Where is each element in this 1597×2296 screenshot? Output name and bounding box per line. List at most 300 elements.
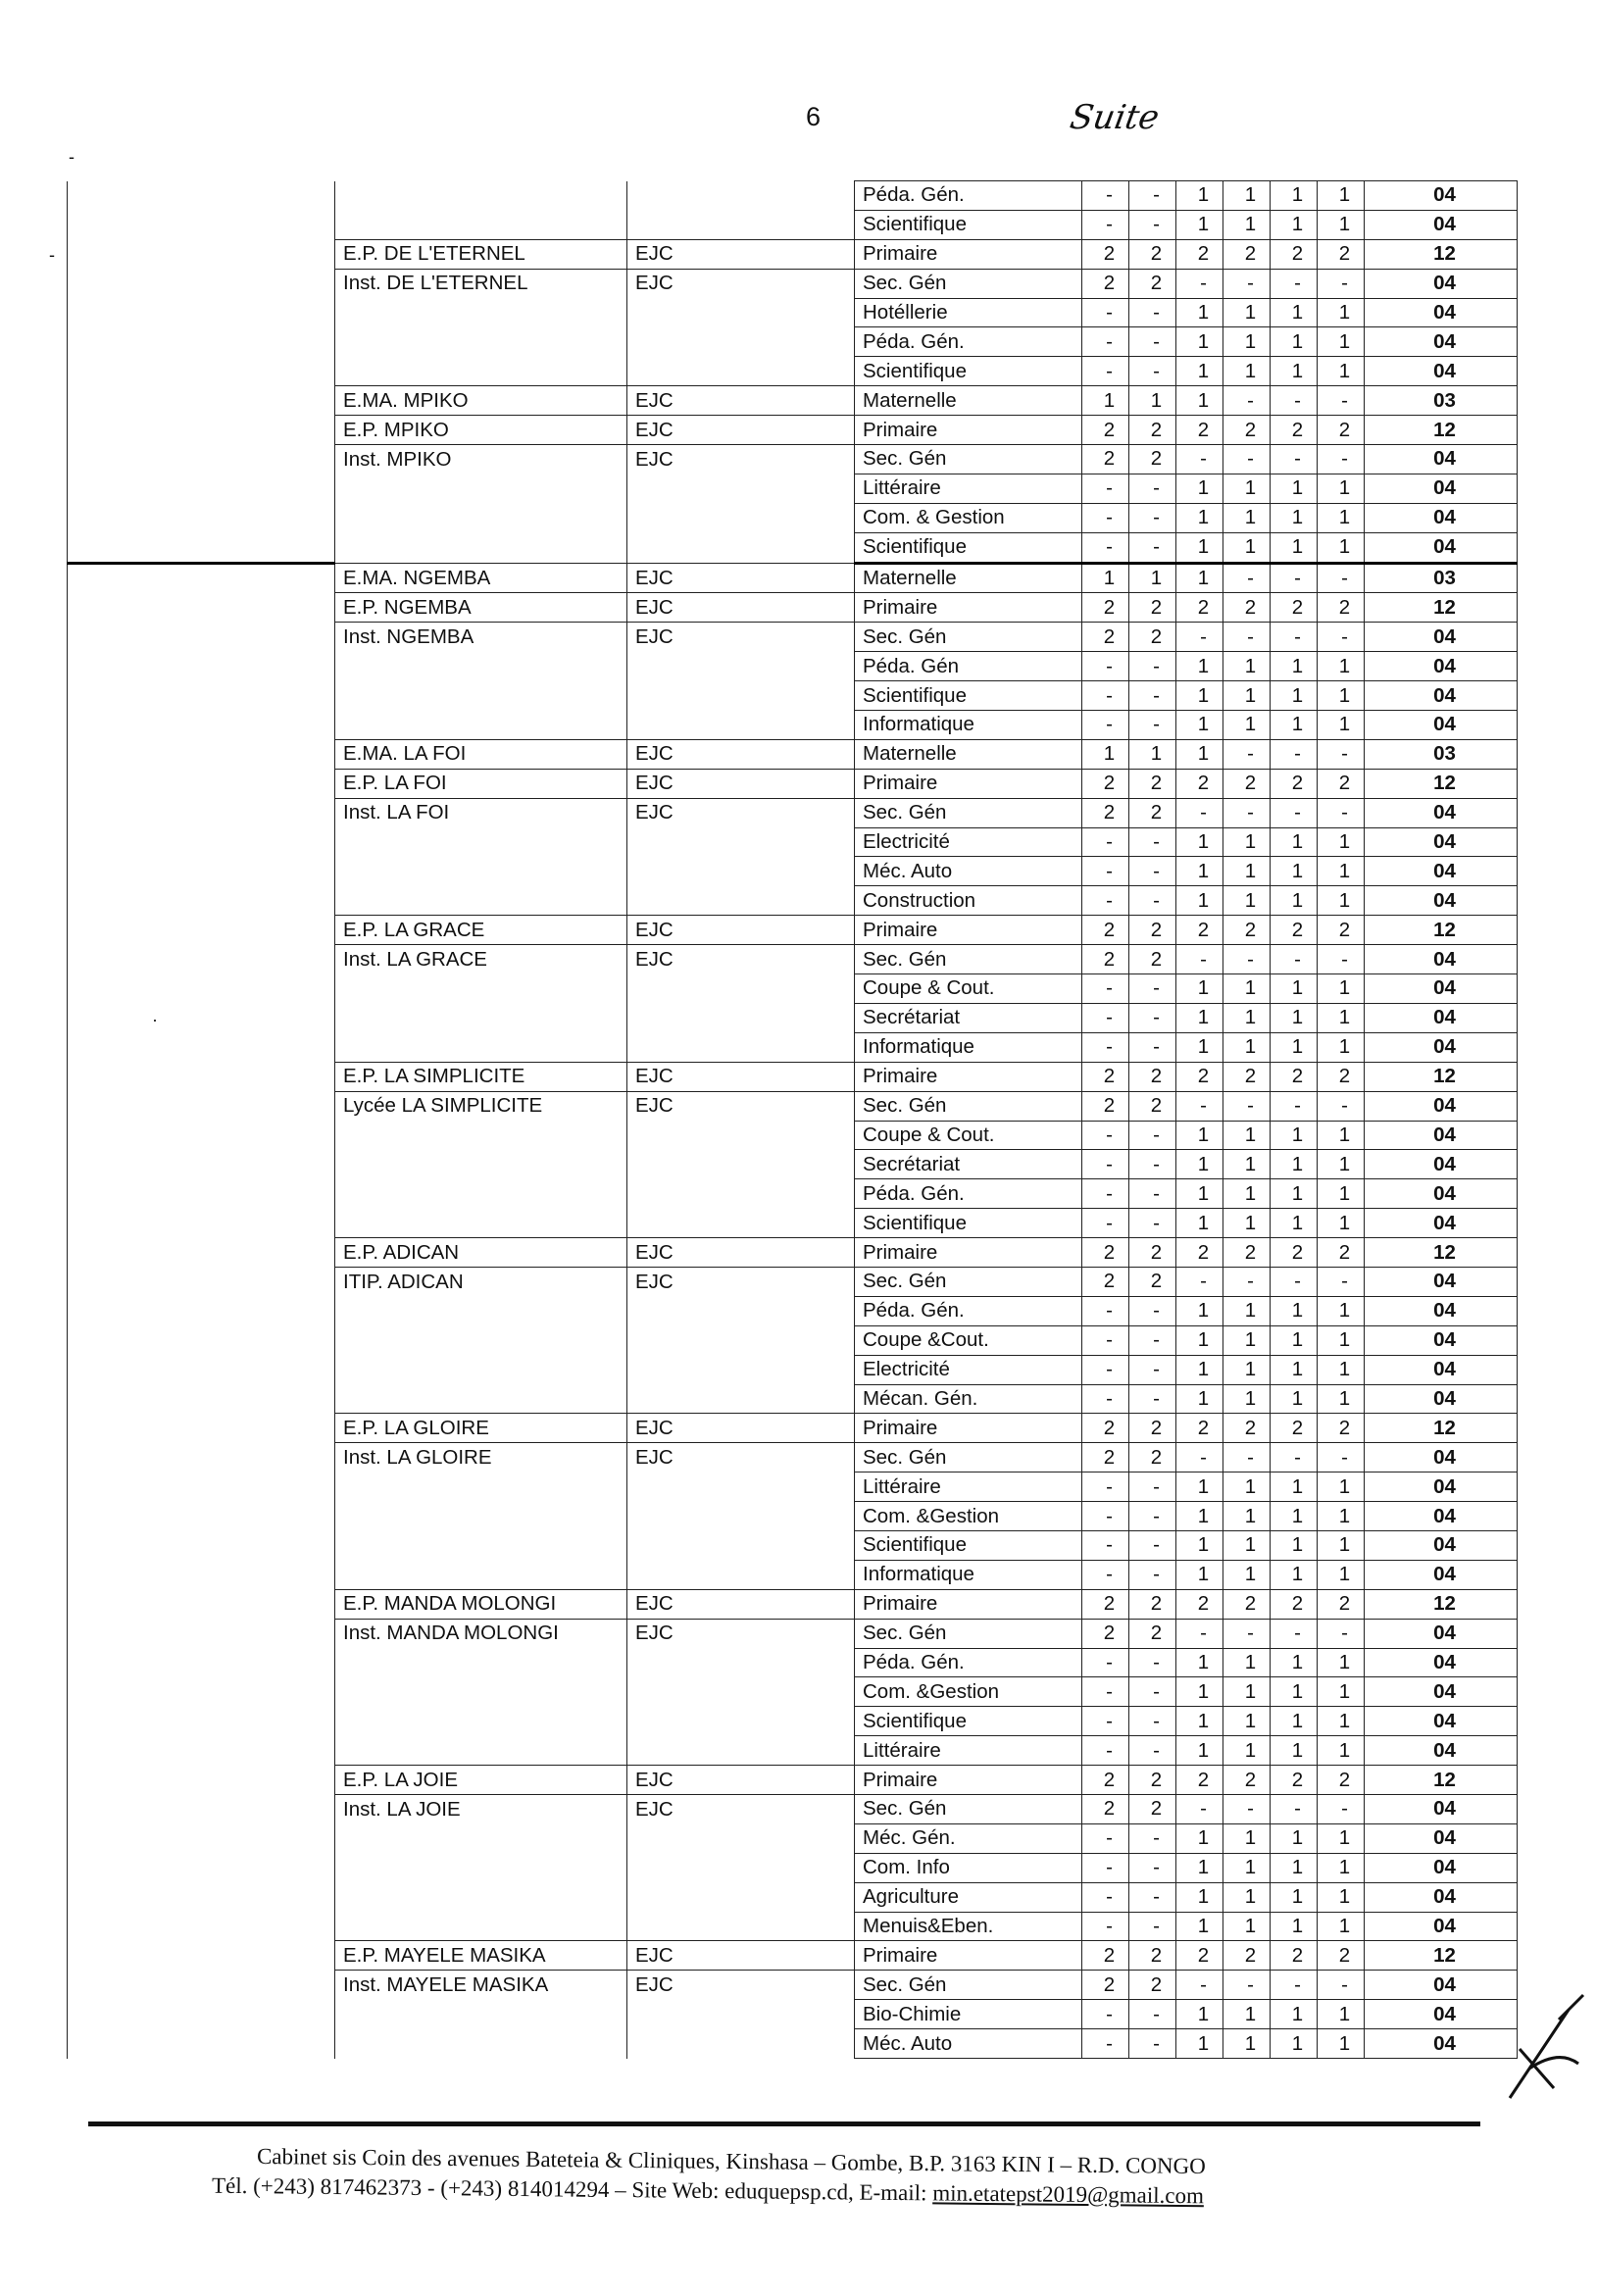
count-cell: 1 [1271,298,1318,327]
region-cell [68,532,335,563]
count-cell: 1 [1176,974,1223,1004]
count-cell: 1 [1223,1853,1271,1882]
count-cell: 1 [1176,1150,1223,1179]
count-cell: - [1271,1619,1318,1648]
regime-cell: EJC [627,1589,855,1619]
school-cell: E.P. NGEMBA [335,593,627,623]
count-cell: 1 [1223,181,1271,211]
total-cell: 04 [1365,1677,1518,1707]
count-cell: 2 [1082,1443,1129,1472]
count-cell: 1 [1223,2029,1271,2059]
school-cell [335,1003,627,1032]
total-cell: 12 [1365,416,1518,445]
count-cell: 2 [1271,1766,1318,1795]
count-cell: 2 [1223,1589,1271,1619]
count-cell: 2 [1176,1589,1223,1619]
table-row [68,386,1518,416]
count-cell: 1 [1271,2029,1318,2059]
school-cell [335,1823,627,1853]
region-cell [68,652,335,681]
count-cell: - [1082,974,1129,1004]
count-cell: 2 [1271,1414,1318,1443]
table-row [68,886,1518,916]
count-cell: 1 [1176,474,1223,503]
count-cell: - [1129,857,1176,886]
count-cell: - [1082,1121,1129,1150]
count-cell: 2 [1129,1766,1176,1795]
count-cell: - [1129,298,1176,327]
count-cell: 1 [1176,503,1223,532]
regime-cell: EJC [627,593,855,623]
count-cell: 1 [1176,1736,1223,1766]
count-cell: - [1082,1325,1129,1355]
count-cell: 2 [1176,1238,1223,1268]
count-cell: 1 [1176,1502,1223,1531]
count-cell: - [1223,623,1271,652]
count-cell: - [1129,1121,1176,1150]
section-cell: Sec. Gén [855,945,1082,974]
school-cell: Inst. MPIKO [335,445,627,474]
section-cell: Primaire [855,1941,1082,1971]
count-cell: 1 [1318,181,1365,211]
section-cell: Péda. Gén. [855,327,1082,357]
count-cell: 2 [1176,1941,1223,1971]
count-cell: 1 [1223,1003,1271,1032]
count-cell: 1 [1271,181,1318,211]
region-cell [68,1941,335,1971]
count-cell: 2 [1176,416,1223,445]
total-cell: 04 [1365,532,1518,563]
count-cell: - [1223,386,1271,416]
count-cell: 1 [1318,1736,1365,1766]
count-cell: - [1176,1971,1223,2000]
region-cell [68,1003,335,1032]
count-cell: 1 [1223,1150,1271,1179]
regime-cell [627,1648,855,1677]
section-cell: Scientifique [855,681,1082,711]
school-cell [335,2000,627,2029]
section-cell: Electricité [855,827,1082,857]
school-cell: E.P. LA GLOIRE [335,1414,627,1443]
region-cell [68,945,335,974]
count-cell: - [1129,503,1176,532]
section-cell: Péda. Gén. [855,1648,1082,1677]
count-cell: 1 [1176,827,1223,857]
count-cell: 2 [1082,239,1129,269]
count-cell: - [1082,1179,1129,1209]
regime-cell [627,1325,855,1355]
count-cell: 1 [1318,298,1365,327]
total-cell: 04 [1365,1003,1518,1032]
count-cell: 1 [1176,181,1223,211]
regime-cell [627,711,855,740]
regime-cell: EJC [627,1941,855,1971]
section-cell: Sec. Gén [855,1267,1082,1296]
school-cell: E.P. MANDA MOLONGI [335,1589,627,1619]
count-cell: - [1129,1912,1176,1941]
section-cell: Secrétariat [855,1150,1082,1179]
count-cell: - [1082,1677,1129,1707]
count-cell: 1 [1271,357,1318,386]
count-cell: 1 [1082,563,1129,593]
region-cell [68,1062,335,1091]
regime-cell [627,1882,855,1912]
count-cell: - [1129,1736,1176,1766]
count-cell: - [1176,269,1223,298]
count-cell: 1 [1176,1912,1223,1941]
total-cell: 12 [1365,916,1518,945]
school-cell [335,857,627,886]
count-cell: 1 [1223,1648,1271,1677]
count-cell: 1 [1271,1150,1318,1179]
regime-cell [627,210,855,239]
total-cell: 04 [1365,503,1518,532]
count-cell: 1 [1176,357,1223,386]
school-cell [335,1882,627,1912]
region-cell [68,769,335,798]
region-cell [68,210,335,239]
count-cell: 1 [1223,1502,1271,1531]
count-cell: 1 [1176,1648,1223,1677]
count-cell: 1 [1223,298,1271,327]
region-cell [68,1443,335,1472]
section-cell: Bio-Chimie [855,2000,1082,2029]
count-cell: 1 [1271,1736,1318,1766]
region-cell [68,2029,335,2059]
count-cell: 2 [1129,1971,1176,2000]
section-cell: Scientifique [855,532,1082,563]
count-cell: - [1082,652,1129,681]
total-cell: 04 [1365,1032,1518,1062]
count-cell: 1 [1223,1560,1271,1589]
count-cell: 1 [1223,711,1271,740]
count-cell: 1 [1223,1121,1271,1150]
total-cell: 04 [1365,1619,1518,1648]
table-row [68,1414,1518,1443]
count-cell: 1 [1271,1530,1318,1560]
count-cell: 2 [1082,445,1129,474]
margin-tick: - [69,147,75,167]
count-cell: 2 [1129,945,1176,974]
total-cell: 12 [1365,1766,1518,1795]
count-cell: - [1318,1971,1365,2000]
count-cell: 1 [1271,1707,1318,1736]
regime-cell [627,1502,855,1531]
table-row [68,2029,1518,2059]
total-cell: 03 [1365,563,1518,593]
count-cell: 2 [1129,769,1176,798]
region-cell [68,681,335,711]
total-cell: 04 [1365,445,1518,474]
count-cell: 2 [1318,416,1365,445]
count-cell: 1 [1176,1530,1223,1560]
count-cell: 1 [1271,681,1318,711]
count-cell: - [1129,1853,1176,1882]
count-cell: 1 [1318,1530,1365,1560]
total-cell: 04 [1365,1472,1518,1502]
count-cell: - [1129,1179,1176,1209]
count-cell: 1 [1176,1121,1223,1150]
count-cell: 1 [1223,1472,1271,1502]
count-cell: 1 [1318,1032,1365,1062]
count-cell: 1 [1271,1296,1318,1325]
total-cell: 04 [1365,1502,1518,1531]
count-cell: 1 [1223,1355,1271,1384]
table-row [68,1648,1518,1677]
count-cell: 1 [1082,386,1129,416]
region-cell [68,1677,335,1707]
school-cell [335,1502,627,1531]
section-cell: Péda. Gén. [855,1296,1082,1325]
table-row [68,1794,1518,1823]
count-cell: 2 [1318,1589,1365,1619]
table-row [68,1677,1518,1707]
table-row [68,652,1518,681]
table-row [68,681,1518,711]
count-cell: - [1082,327,1129,357]
footer-email[interactable]: min.etatepst2019@gmail.com [932,2180,1205,2209]
region-cell [68,1882,335,1912]
table-row [68,1355,1518,1384]
total-cell: 04 [1365,1707,1518,1736]
regime-cell: EJC [627,1766,855,1795]
count-cell: 1 [1223,1296,1271,1325]
regime-cell: EJC [627,916,855,945]
count-cell: - [1223,739,1271,769]
count-cell: 2 [1176,1414,1223,1443]
count-cell: - [1082,1736,1129,1766]
count-cell: 2 [1271,1941,1318,1971]
count-cell: - [1271,386,1318,416]
school-cell: E.MA. NGEMBA [335,563,627,593]
count-cell: 2 [1223,769,1271,798]
count-cell: - [1318,1267,1365,1296]
table-row [68,532,1518,563]
footer-phones: Tél. (+243) 817462373 - (+243) 814014294 – Site Web: eduquepsp.cd, E-mail: [211,2172,933,2206]
section-cell: Primaire [855,769,1082,798]
count-cell: 1 [1271,1355,1318,1384]
count-cell: 1 [1176,563,1223,593]
table-row [68,1912,1518,1941]
count-cell: 1 [1223,681,1271,711]
count-cell: 2 [1318,1414,1365,1443]
count-cell: 1 [1271,1384,1318,1414]
count-cell: 2 [1318,1238,1365,1268]
count-cell: 2 [1129,1267,1176,1296]
count-cell: - [1318,445,1365,474]
count-cell: - [1129,1472,1176,1502]
section-cell: Littéraire [855,1736,1082,1766]
regime-cell [627,1121,855,1150]
section-cell: Com. Info [855,1853,1082,1882]
count-cell: 1 [1223,474,1271,503]
count-cell: - [1129,1560,1176,1589]
count-cell: - [1271,623,1318,652]
count-cell: 1 [1318,1823,1365,1853]
region-cell [68,269,335,298]
region-cell [68,916,335,945]
section-cell: Informatique [855,1560,1082,1589]
count-cell: - [1176,798,1223,827]
region-cell [68,1823,335,1853]
count-cell: 1 [1176,1325,1223,1355]
section-cell: Coupe & Cout. [855,974,1082,1004]
section-cell: Primaire [855,593,1082,623]
section-cell: Sec. Gén [855,1794,1082,1823]
school-cell [335,886,627,916]
section-cell: Méc. Gén. [855,1823,1082,1853]
school-cell: E.P. LA FOI [335,769,627,798]
table-row [68,1209,1518,1238]
count-cell: - [1082,532,1129,563]
table-row [68,974,1518,1004]
school-cell [335,2029,627,2059]
section-cell: Sec. Gén [855,445,1082,474]
count-cell: 2 [1082,1267,1129,1296]
school-cell [335,1530,627,1560]
count-cell: 2 [1082,769,1129,798]
count-cell: 1 [1176,652,1223,681]
region-cell [68,623,335,652]
count-cell: 1 [1318,827,1365,857]
count-cell: - [1082,298,1129,327]
school-cell [335,1384,627,1414]
count-cell: 2 [1129,239,1176,269]
count-cell: 1 [1176,1003,1223,1032]
region-cell [68,1648,335,1677]
regime-cell [627,1823,855,1853]
region-cell [68,1032,335,1062]
table-row [68,210,1518,239]
total-cell: 04 [1365,474,1518,503]
section-cell: Primaire [855,1062,1082,1091]
regime-cell: EJC [627,1062,855,1091]
section-cell: Primaire [855,1414,1082,1443]
regime-cell: EJC [627,1267,855,1296]
count-cell: 2 [1082,269,1129,298]
school-cell [335,974,627,1004]
region-cell [68,739,335,769]
regime-cell [627,357,855,386]
school-cell [335,1560,627,1589]
count-cell: 2 [1082,1238,1129,1268]
count-cell: 1 [1318,1355,1365,1384]
count-cell: 2 [1082,1589,1129,1619]
school-cell [335,1150,627,1179]
region-cell [68,1267,335,1296]
regime-cell [627,652,855,681]
count-cell: - [1129,1150,1176,1179]
count-cell: 2 [1318,769,1365,798]
count-cell: 1 [1271,974,1318,1004]
total-cell: 12 [1365,1589,1518,1619]
count-cell: - [1129,681,1176,711]
count-cell: 1 [1318,1209,1365,1238]
school-cell [335,1677,627,1707]
section-cell: Sec. Gén [855,1619,1082,1648]
count-cell: 1 [1223,327,1271,357]
count-cell: 2 [1223,1414,1271,1443]
count-cell: - [1176,445,1223,474]
school-cell: Inst. LA FOI [335,798,627,827]
count-cell: 1 [1271,503,1318,532]
count-cell: 1 [1271,1823,1318,1853]
count-cell: 1 [1318,2000,1365,2029]
count-cell: 1 [1176,1677,1223,1707]
total-cell: 04 [1365,2029,1518,2059]
school-cell [335,1707,627,1736]
school-cell: Inst. MAYELE MASIKA [335,1971,627,2000]
region-cell [68,1179,335,1209]
count-cell: - [1223,798,1271,827]
table-row [68,827,1518,857]
count-cell: 2 [1129,1794,1176,1823]
count-cell: - [1082,1150,1129,1179]
section-cell: Com. &Gestion [855,1677,1082,1707]
count-cell: 2 [1082,1941,1129,1971]
region-cell [68,1472,335,1502]
count-cell: 2 [1129,623,1176,652]
school-cell [335,1472,627,1502]
region-cell [68,1121,335,1150]
count-cell: 1 [1318,681,1365,711]
count-cell: 1 [1318,1384,1365,1414]
count-cell: 1 [1176,1823,1223,1853]
region-cell [68,445,335,474]
table-row [68,1766,1518,1795]
count-cell: 1 [1082,739,1129,769]
count-cell: 2 [1082,916,1129,945]
regime-cell [627,2000,855,2029]
table-row [68,1062,1518,1091]
total-cell: 04 [1365,1384,1518,1414]
table-row [68,181,1518,211]
school-cell [335,181,627,211]
count-cell: 2 [1129,269,1176,298]
regime-cell [627,1296,855,1325]
school-cell [335,503,627,532]
count-cell: 1 [1223,1707,1271,1736]
count-cell: - [1082,886,1129,916]
count-cell: - [1082,681,1129,711]
count-cell: - [1271,798,1318,827]
regime-cell: EJC [627,623,855,652]
total-cell: 12 [1365,1062,1518,1091]
count-cell: 1 [1318,327,1365,357]
total-cell: 04 [1365,1794,1518,1823]
count-cell: 1 [1318,1882,1365,1912]
regime-cell [627,1560,855,1589]
count-cell: - [1082,2029,1129,2059]
regime-cell [627,1032,855,1062]
count-cell: - [1176,1267,1223,1296]
school-cell [335,1736,627,1766]
count-cell: - [1082,1502,1129,1531]
count-cell: 1 [1271,327,1318,357]
count-cell: 1 [1176,1384,1223,1414]
table-row [68,1941,1518,1971]
count-cell: 1 [1176,886,1223,916]
count-cell: 2 [1318,916,1365,945]
count-cell: 1 [1271,1853,1318,1882]
count-cell: 1 [1176,1355,1223,1384]
count-cell: - [1082,711,1129,740]
count-cell: 2 [1129,416,1176,445]
count-cell: 1 [1271,711,1318,740]
total-cell: 03 [1365,739,1518,769]
region-cell [68,1912,335,1941]
count-cell: - [1082,1032,1129,1062]
